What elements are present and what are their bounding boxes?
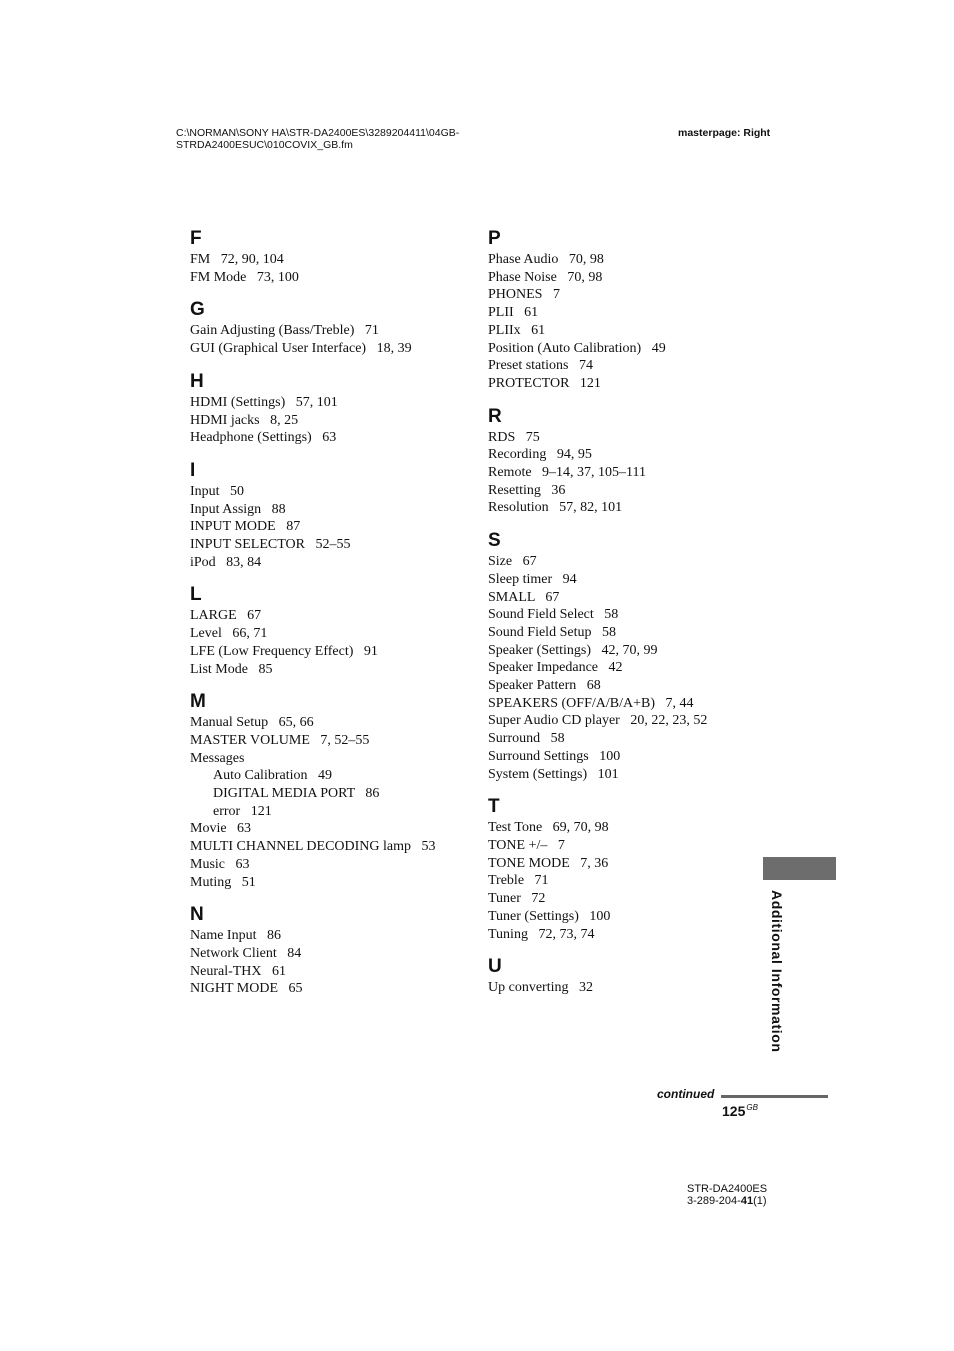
index-section-l (190, 584, 480, 678)
index-entry: Speaker Pattern 68 (488, 678, 601, 694)
index-entry: Music 63 (190, 856, 250, 872)
index-entry: Manual Setup 65, 66 (190, 715, 314, 731)
index-entry: Sound Field Select 58 (488, 607, 619, 623)
index-section-t (488, 796, 778, 943)
index-section-h (190, 371, 480, 447)
page-number-value: 125 (722, 1103, 746, 1119)
index-entry: NIGHT MODE 65 (190, 981, 303, 997)
index-entry: Speaker Impedance 42 (488, 660, 623, 676)
index-entry: INPUT SELECTOR 52–55 (190, 537, 351, 553)
index-entry: Sleep timer 94 (488, 571, 577, 587)
index-letter-heading: F (190, 228, 202, 249)
index-entry: Tuning 72, 73, 74 (488, 926, 595, 942)
index-entry: Recording 94, 95 (488, 447, 592, 463)
index-entry: Movie 63 (190, 821, 252, 837)
index-entry: Messages (190, 750, 245, 766)
index-column-right (488, 228, 778, 1010)
index-entry: System (Settings) 101 (488, 766, 619, 782)
index-subentry: error 121 (213, 803, 272, 819)
index-letter-heading: U (488, 956, 502, 978)
index-entry: Name Input 86 (190, 928, 281, 944)
index-entry: SMALL 67 (488, 589, 560, 605)
index-entry: Preset stations 74 (488, 358, 593, 374)
index-letter-heading: L (190, 584, 202, 606)
index-entry: List Mode 85 (190, 661, 273, 677)
index-subentry: DIGITAL MEDIA PORT 86 (213, 786, 380, 802)
index-entry: Surround 58 (488, 731, 565, 747)
index-section-r (488, 406, 778, 518)
index-letter-heading: N (190, 904, 204, 926)
index-entry: Phase Audio 70, 98 (488, 252, 604, 267)
footer-model: STR-DA2400ES (687, 1183, 768, 1195)
index-section-f (190, 228, 480, 286)
index-entry: TONE +/– 7 (488, 837, 565, 853)
index-section-s (488, 530, 778, 783)
index-letter-heading: I (190, 459, 196, 481)
index-entry: Phase Noise 70, 98 (488, 269, 603, 285)
index-entry: Gain Adjusting (Bass/Treble) 71 (190, 323, 379, 339)
index-entry: Surround Settings 100 (488, 748, 621, 764)
index-entry: Level 66, 71 (190, 626, 268, 642)
index-letter-heading: G (190, 299, 205, 321)
index-entry: Network Client 84 (190, 945, 302, 961)
index-entry: FM 72, 90, 104 (190, 252, 284, 267)
index-entry: LFE (Low Frequency Effect) 91 (190, 643, 378, 659)
section-tab-label: Additional Information (769, 890, 785, 1053)
index-entry: Muting 51 (190, 874, 256, 890)
index-entry: Test Tone 69, 70, 98 (488, 820, 609, 836)
index-section-i (190, 460, 480, 572)
index-entry: PLII 61 (488, 305, 539, 321)
index-entry: Tuner (Settings) 100 (488, 908, 611, 924)
index-entry: RDS 75 (488, 429, 540, 445)
footer-code-prefix: 3-289-204- (687, 1195, 741, 1207)
index-entry: Neural-THX 61 (190, 963, 287, 979)
footer-code-bold: 41 (740, 1195, 754, 1207)
page-number-suffix: GB (746, 1103, 758, 1113)
index-letter-heading: R (488, 405, 502, 427)
index-letter-heading: S (488, 530, 501, 552)
index-section-p (488, 228, 778, 393)
index-entry: Resetting 36 (488, 482, 566, 498)
index-entry: Remote 9–14, 37, 105–111 (488, 465, 647, 481)
index-entry: Sound Field Setup 58 (488, 624, 616, 640)
continued-rule (721, 1095, 828, 1098)
index-entry: Resolution 57, 82, 101 (488, 500, 623, 516)
index-section-m (190, 691, 480, 891)
index-letter-heading: P (488, 228, 501, 249)
index-letter-heading: H (190, 370, 204, 392)
index-entry: Treble 71 (488, 873, 549, 889)
section-tab-marker (763, 857, 836, 880)
index-entry: FM Mode 73, 100 (190, 269, 299, 285)
index-column-left (190, 228, 480, 1011)
index-entry: Size 67 (488, 554, 537, 570)
index-entry: MASTER VOLUME 7, 52–55 (190, 732, 370, 748)
page-number (722, 1103, 758, 1119)
file-path-header: C:\NORMAN\SONY HA\STR-DA2400ES\3289204411\04GB-STRDA2400ESUC\010COVIX_GB.fm (176, 127, 460, 151)
index-section-u (488, 956, 778, 997)
index-letter-heading: M (190, 691, 206, 713)
index-entry: Headphone (Settings) 63 (190, 430, 337, 446)
index-subentry: Auto Calibration 49 (213, 768, 332, 784)
index-entry: PHONES 7 (488, 287, 560, 303)
index-entry: Position (Auto Calibration) 49 (488, 340, 666, 356)
index-section-n (190, 904, 480, 998)
index-entry: LARGE 67 (190, 608, 262, 624)
index-entry: SPEAKERS (OFF/A/B/A+B) 7, 44 (488, 695, 694, 711)
index-entry: Speaker (Settings) 42, 70, 99 (488, 642, 658, 658)
masterpage-label: masterpage: Right (678, 127, 771, 139)
index-entry: Input Assign 88 (190, 501, 286, 517)
continued-label: continued (657, 1087, 715, 1101)
index-entry: PROTECTOR 121 (488, 375, 601, 391)
index-entry: HDMI jacks 8, 25 (190, 412, 299, 428)
index-entry: GUI (Graphical User Interface) 18, 39 (190, 341, 412, 357)
index-entry: PLIIx 61 (488, 322, 546, 338)
index-section-g (190, 299, 480, 357)
footer-code-suffix: (1) (753, 1195, 767, 1207)
index-entry: Up converting 32 (488, 980, 593, 996)
index-entry: iPod 83, 84 (190, 554, 262, 570)
index-entry: TONE MODE 7, 36 (488, 855, 609, 871)
index-entry: Tuner 72 (488, 891, 546, 907)
index-entry: HDMI (Settings) 57, 101 (190, 394, 338, 410)
index-entry: INPUT MODE 87 (190, 519, 301, 535)
index-entry: Super Audio CD player 20, 22, 23, 52 (488, 713, 708, 729)
index-entry: MULTI CHANNEL DECODING lamp 53 (190, 839, 436, 855)
index-entry: Input 50 (190, 483, 245, 499)
index-letter-heading: T (488, 796, 500, 818)
footer-code (687, 1195, 767, 1207)
